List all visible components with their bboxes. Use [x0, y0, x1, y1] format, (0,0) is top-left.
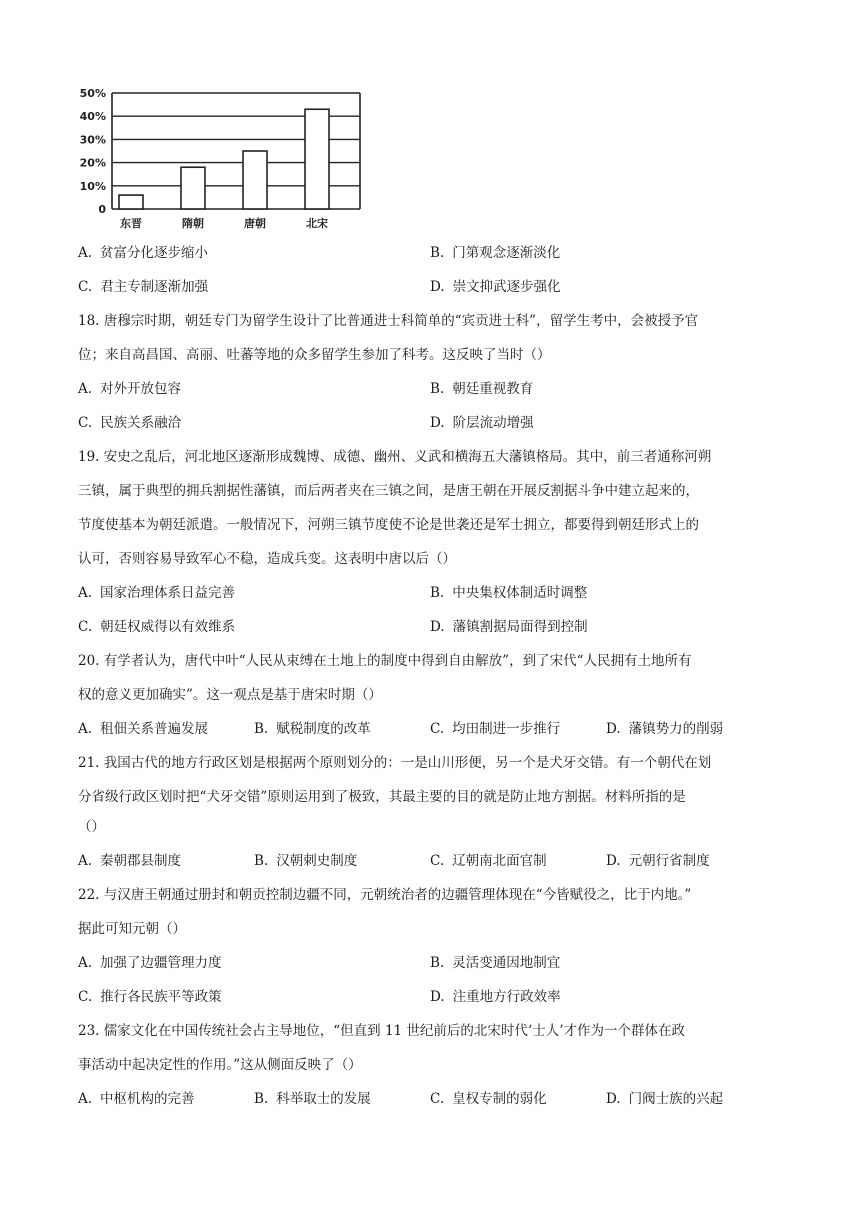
bar: [243, 151, 267, 209]
q19-stem-line: 19. 安史之乱后，河北地区逐渐形成魏博、成德、幽州、义武和横海五大藩镇格局。其中，前三者通称河朔: [78, 449, 712, 465]
q22-option-a[interactable]: [78, 953, 222, 973]
x-tick-label: 东晋: [120, 217, 142, 230]
option-key: D.: [430, 279, 445, 295]
option-key: B.: [254, 721, 269, 737]
option-key: A.: [78, 955, 93, 971]
option-text: 阶层流动增强: [452, 415, 534, 431]
option-key: C.: [78, 989, 93, 1005]
option-key: D.: [606, 1091, 621, 1107]
option-text: 中枢机构的完善: [100, 1091, 195, 1107]
option-key: A.: [78, 853, 93, 869]
option-text: 元朝行省制度: [628, 853, 710, 869]
q21-option-a[interactable]: [78, 851, 181, 871]
option-key: D.: [430, 619, 445, 635]
q21-stem-line: （）: [78, 819, 105, 835]
option-key: A.: [78, 721, 93, 737]
option-text: 皇权专制的弱化: [452, 1091, 547, 1107]
option-text: 加强了边疆管理力度: [100, 955, 222, 971]
option-text: 中央集权体制适时调整: [452, 585, 588, 601]
option-text: 推行各民族平等政策: [100, 989, 222, 1005]
option-text: 科举取士的发展: [276, 1091, 371, 1107]
q17-option-d[interactable]: [430, 277, 561, 297]
q19-stem-line: 三镇，属于典型的拥兵割据性藩镇，而后两者夹在三镇之间，是唐王朝在开展反割据斗争中建立起来的，: [78, 483, 699, 499]
bar-chart: [70, 78, 370, 238]
q22-stem-line: 22. 与汉唐王朝通过册封和朝贡控制边疆不同，元朝统治者的边疆管理体现在“今皆赋役之，比于内地。”: [78, 887, 692, 903]
option-text: 赋税制度的改革: [276, 721, 371, 737]
option-text: 对外开放包容: [100, 381, 182, 397]
option-text: 民族关系融洽: [100, 415, 182, 431]
q18-option-b[interactable]: [430, 379, 533, 399]
option-key: D.: [606, 853, 621, 869]
option-text: 崇文抑武逐步强化: [452, 279, 561, 295]
option-key: A.: [78, 381, 93, 397]
q19-option-a[interactable]: [78, 583, 235, 603]
q22-option-d[interactable]: [430, 987, 561, 1007]
option-key: C.: [430, 721, 445, 737]
bar: [119, 195, 143, 209]
y-tick-label: 50%: [79, 87, 106, 100]
q18-stem-line: 位；来自高昌国、高丽、吐蕃等地的众多留学生参加了科考。这反映了当时（）: [78, 347, 551, 363]
x-tick-label: 唐朝: [244, 217, 266, 230]
option-key: A.: [78, 245, 93, 261]
bar: [305, 109, 329, 209]
option-key: A.: [78, 585, 93, 601]
q17-option-c[interactable]: [78, 277, 208, 297]
q23-option-d[interactable]: [606, 1089, 723, 1109]
option-text: 注重地方行政效率: [452, 989, 561, 1005]
option-key: C.: [78, 619, 93, 635]
option-text: 秦朝郡县制度: [100, 853, 182, 869]
q20-option-c[interactable]: [430, 719, 560, 739]
bar: [181, 167, 205, 209]
option-text: 藩镇势力的削弱: [628, 721, 724, 737]
option-text: 贫富分化逐步缩小: [100, 245, 209, 261]
q20-option-b[interactable]: [254, 719, 371, 739]
option-key: A.: [78, 1091, 93, 1107]
q23-stem-line: 23. 儒家文化在中国传统社会占主导地位，“但直到 11 世纪前后的北宋时代‘士人’才作为一个群体在政: [78, 1023, 686, 1039]
option-key: C.: [430, 853, 445, 869]
q21-option-b[interactable]: [254, 851, 357, 871]
q18-option-a[interactable]: [78, 379, 181, 399]
q19-stem-line: 节度使基本为朝廷派遣。一般情况下，河朔三镇节度使不论是世袭还是军士拥立，都要得到朝廷形式上的: [78, 517, 699, 533]
option-text: 藩镇割据局面得到控制: [452, 619, 588, 635]
option-key: B.: [430, 245, 445, 261]
option-key: B.: [430, 955, 445, 971]
q20-stem-line: 权的意义更加确实”。这一观点是基于唐宋时期（）: [78, 687, 382, 703]
option-key: D.: [430, 989, 445, 1005]
q23-option-a[interactable]: [78, 1089, 195, 1109]
option-key: D.: [430, 415, 445, 431]
x-tick-label: 北宋: [306, 217, 328, 230]
q22-option-c[interactable]: [78, 987, 222, 1007]
option-text: 灵活变通因地制宜: [452, 955, 561, 971]
option-text: 门第观念逐渐淡化: [452, 245, 561, 261]
q17-option-a[interactable]: [78, 243, 208, 263]
q19-option-b[interactable]: [430, 583, 587, 603]
q21-option-c[interactable]: [430, 851, 547, 871]
q19-option-c[interactable]: [78, 617, 235, 637]
q19-option-d[interactable]: [430, 617, 588, 637]
q21-stem-line: 21. 我国古代的地方行政区划是根据两个原则划分的：一是山川形便，另一个是犬牙交错。有一个朝代在划: [78, 755, 712, 771]
q22-stem-line: 据此可知元朝（）: [78, 921, 186, 937]
q19-stem-line: 认可，否则容易导致军心不稳，造成兵变。这表明中唐以后（）: [78, 551, 456, 567]
option-key: C.: [78, 415, 93, 431]
y-tick-label: 20%: [79, 156, 106, 170]
option-text: 辽朝南北面官制: [452, 853, 547, 869]
option-key: B.: [254, 853, 269, 869]
option-key: B.: [254, 1091, 269, 1107]
option-text: 汉朝刺史制度: [276, 853, 358, 869]
option-key: C.: [78, 279, 93, 295]
q20-option-d[interactable]: [606, 719, 723, 739]
q18-stem-line: 18. 唐穆宗时期，朝廷专门为留学生设计了比普通进士科简单的“宾贡进士科”，留学生考中，会被授予官: [78, 313, 699, 329]
q21-option-d[interactable]: [606, 851, 710, 871]
q20-option-a[interactable]: [78, 719, 208, 739]
option-text: 均田制进一步推行: [452, 721, 561, 737]
bar-chart-svg: [70, 78, 370, 238]
q23-option-b[interactable]: [254, 1089, 371, 1109]
y-tick-label: 0: [98, 203, 106, 216]
q17-option-b[interactable]: [430, 243, 560, 263]
y-tick-label: 30%: [79, 133, 106, 147]
option-text: 国家治理体系日益完善: [100, 585, 236, 601]
option-key: C.: [430, 1091, 445, 1107]
option-key: B.: [430, 585, 445, 601]
q18-option-d[interactable]: [430, 413, 534, 433]
option-text: 租佃关系普遍发展: [100, 721, 209, 737]
y-tick-label: 10%: [79, 179, 106, 193]
q23-stem-line: 事活动中起决定性的作用。”这从侧面反映了（）: [78, 1057, 362, 1073]
x-tick-label: 隋朝: [182, 217, 204, 230]
q23-option-c[interactable]: [430, 1089, 547, 1109]
q20-stem-line: 20. 有学者认为，唐代中叶“人民从束缚在土地上的制度中得到自由解放”，到了宋代“人民拥有土地所有: [78, 653, 692, 669]
option-text: 君主专制逐渐加强: [100, 279, 209, 295]
q18-option-c[interactable]: [78, 413, 181, 433]
option-key: D.: [606, 721, 621, 737]
option-text: 门阀士族的兴起: [628, 1091, 724, 1107]
option-text: 朝廷重视教育: [452, 381, 534, 397]
option-key: B.: [430, 381, 445, 397]
q21-stem-line: 分省级行政区划时把“犬牙交错”原则运用到了极致，其最主要的目的就是防止地方割据。材料所指的是: [78, 789, 686, 805]
y-tick-label: 40%: [79, 110, 106, 124]
option-text: 朝廷权威得以有效维系: [100, 619, 236, 635]
q22-option-b[interactable]: [430, 953, 560, 973]
